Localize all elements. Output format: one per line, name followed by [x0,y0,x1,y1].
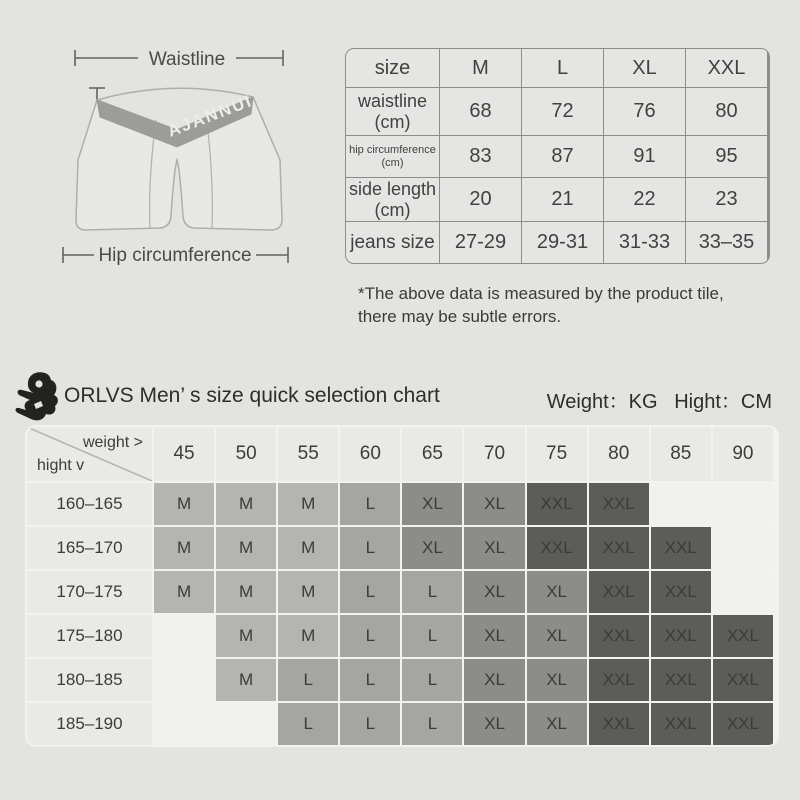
height-label: 165–170 [27,527,152,569]
table-cell: 21 [522,178,603,221]
size-cell: M [154,527,214,569]
row-label-waistline [346,88,439,135]
size-cell: L [402,615,462,657]
size-cell [651,483,711,525]
table-cell: 68 [440,88,521,135]
size-cell: XXL [651,527,711,569]
disclaimer-note [358,282,778,328]
weight-header: 90 [713,427,773,481]
size-cell: XL [464,483,524,525]
table-cell: 23 [686,178,767,221]
size-cell: XXL [589,659,649,701]
size-cell: XXL [713,703,773,745]
row-label-text: hip circumference [349,144,436,157]
row-label-text: waistline [357,91,428,112]
weight-header: 45 [154,427,214,481]
size-col-xl: XL [604,49,685,87]
size-cell: M [216,483,276,525]
row-label-text: side length [348,179,437,200]
size-cell: L [278,659,338,701]
size-table [345,48,770,264]
size-cell: M [278,527,338,569]
size-cell: M [278,571,338,613]
weight-header: 50 [216,427,276,481]
size-cell: M [216,527,276,569]
weight-header: 75 [527,427,587,481]
ram-icon [14,371,60,421]
table-cell: 72 [522,88,603,135]
size-col-xxl: XXL [686,49,767,87]
size-cell: XL [464,703,524,745]
row-unit-text: (cm) [374,111,411,132]
corner-cell [27,427,152,481]
size-cell: XXL [527,483,587,525]
row-unit-text: (cm) [381,156,404,169]
weight-header: 70 [464,427,524,481]
size-cell [713,571,773,613]
note-line-1: *The above data is measured by the product tile, [358,284,724,303]
size-cell: M [278,615,338,657]
size-cell: L [402,703,462,745]
height-label: 160–165 [27,483,152,525]
size-cell: XL [527,703,587,745]
table-cell: 20 [440,178,521,221]
size-cell: XXL [589,615,649,657]
size-cell: L [340,483,400,525]
boxer-shorts-diagram [8,20,338,282]
size-cell: L [402,659,462,701]
table-cell: 95 [686,136,767,177]
size-cell [713,527,773,569]
size-cell: L [402,571,462,613]
height-label: 170–175 [27,571,152,613]
size-col-l: L [522,49,603,87]
size-cell: XL [527,571,587,613]
table-cell: 33–35 [686,222,767,263]
size-cell: XL [402,527,462,569]
table-cell: 87 [522,136,603,177]
size-cell: XXL [651,703,711,745]
size-cell [216,703,276,745]
size-cell: L [278,703,338,745]
waistline-dim-label: Waistline [148,49,226,70]
size-cell: M [216,615,276,657]
size-cell: M [154,483,214,525]
row-unit-text: (cm) [374,199,411,220]
size-cell: XL [527,615,587,657]
size-cell: XXL [713,615,773,657]
table-cell: 83 [440,136,521,177]
size-selection-table [25,425,779,747]
size-cell: M [216,659,276,701]
hight-axis-label: hight v [37,457,85,474]
row-label-side-length [346,178,439,221]
note-line-2: there may be subtle errors. [358,307,562,326]
table-cell: 22 [604,178,685,221]
selection-chart-title: ORLVS Men’ s size quick selection chart [64,384,440,407]
table-cell: 27-29 [440,222,521,263]
size-cell: L [340,527,400,569]
weight-axis-label: weight > [82,434,143,451]
size-cell: M [216,571,276,613]
size-cell: XXL [589,483,649,525]
size-cell: XL [464,659,524,701]
table-cell: 91 [604,136,685,177]
table-cell: 76 [604,88,685,135]
row-label-jeans-size [346,222,439,263]
size-cell: XXL [589,703,649,745]
weight-header: 55 [278,427,338,481]
size-cell: XXL [651,571,711,613]
size-cell: XL [402,483,462,525]
size-cell: XXL [651,659,711,701]
size-cell: XXL [589,527,649,569]
size-cell: XL [464,527,524,569]
height-label: 175–180 [27,615,152,657]
table-cell: 29-31 [522,222,603,263]
size-cell: XL [527,659,587,701]
size-cell: XXL [713,659,773,701]
size-table-corner: size [346,49,439,87]
size-cell: L [340,615,400,657]
weight-header: 65 [402,427,462,481]
size-cell: L [340,571,400,613]
hip-dim-label: Hip circumference [98,245,252,266]
size-cell: XXL [651,615,711,657]
weight-header: 85 [651,427,711,481]
weight-header: 80 [589,427,649,481]
size-cell [154,703,214,745]
size-cell: M [278,483,338,525]
size-cell: M [154,571,214,613]
units-label: Weight：KG Hight：CM [546,391,772,413]
size-cell [713,483,773,525]
table-cell: 80 [686,88,767,135]
height-label: 180–185 [27,659,152,701]
waistband-brand-text: AJANNUI [164,90,256,141]
size-cell [154,659,214,701]
table-cell: 31-33 [604,222,685,263]
row-label-text: jeans size [350,231,435,253]
size-cell: L [340,659,400,701]
height-label: 185–190 [27,703,152,745]
size-cell [154,615,214,657]
size-col-m: M [440,49,521,87]
row-label-hip [346,136,439,177]
weight-header: 60 [340,427,400,481]
size-cell: L [340,703,400,745]
size-cell: XXL [527,527,587,569]
size-cell: XL [464,615,524,657]
size-cell: XXL [589,571,649,613]
size-cell: XL [464,571,524,613]
